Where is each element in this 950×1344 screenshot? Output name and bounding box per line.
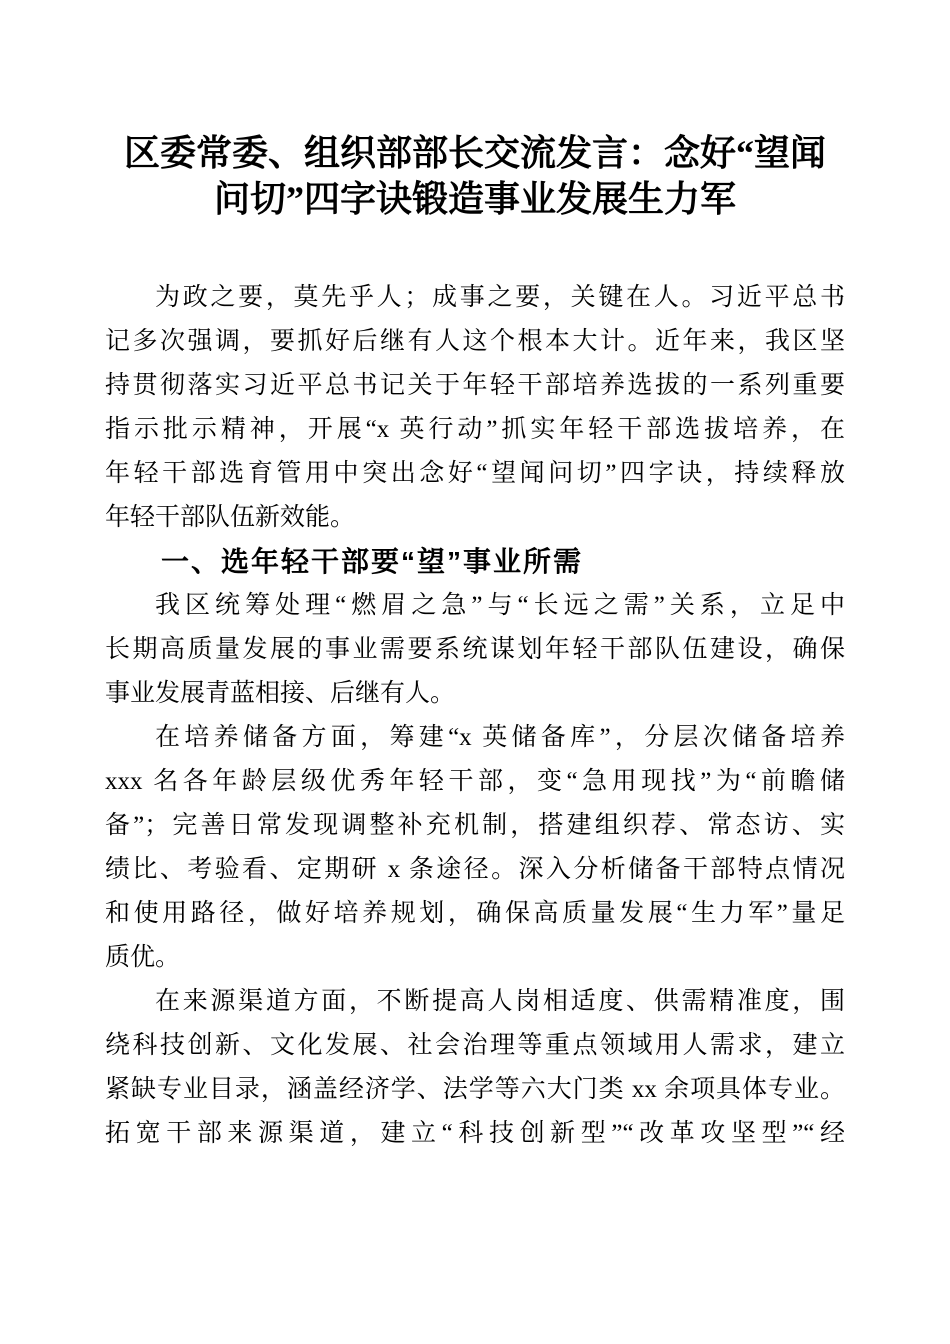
paragraph-line: 长期高质量发展的事业需要系统谋划年轻干部队伍建设，确保 [105,636,845,663]
paragraph-line: 备”；完善日常发现调整补充机制，搭建组织荐、常态访、实 [105,812,845,839]
paragraph-line: 紧缺专业目录，涵盖经济学、法学等六大门类 xx 余项具体专业。 [105,1076,845,1103]
paragraph-line: 我区统筹处理“燃眉之急”与“长远之需”关系，立足中 [155,592,845,619]
paragraph-line: 记多次强调，要抓好后继有人这个根本大计。近年来，我区坚 [105,328,845,355]
paragraph-line: 在培养储备方面，筹建“x 英储备库”，分层次储备培养 [155,724,845,751]
document-content [105,130,845,1156]
paragraph-line: 绩比、考验看、定期研 x 条途径。深入分析储备干部特点情况 [105,856,845,883]
paragraph-line: xxx 名各年龄层级优秀年轻干部，变“急用现找”为“前瞻储 [105,768,845,795]
title-line-1: 区委常委、组织部部长交流发言：念好“望闻 [123,133,826,173]
paragraph-line: 和使用路径，做好培养规划，确保高质量发展“生力军”量足 [105,900,845,927]
paragraph-line: 为政之要，莫先乎人；成事之要，关键在人。习近平总书 [155,284,845,311]
paragraph-line: 年轻干部队伍新效能。 [105,504,356,531]
document-title [105,130,845,222]
section-heading: 一、选年轻干部要“望”事业所需 [161,546,584,577]
paragraph-line: 绕科技创新、文化发展、社会治理等重点领域用人需求，建立 [105,1032,845,1059]
paragraph-line: 在来源渠道方面，不断提高人岗相适度、供需精准度，围 [155,988,845,1015]
paragraph-line: 拓宽干部来源渠道，建立“科技创新型”“改革攻坚型”“经 [105,1120,845,1147]
paragraph-line: 事业发展青蓝相接、后继有人。 [105,680,456,707]
paragraph-line: 质优。 [105,944,181,971]
title-line-2: 问切”四字诀锻造事业发展生力军 [213,179,736,219]
paragraph-line: 年轻干部选育管用中突出念好“望闻问切”四字诀，持续释放 [105,460,845,487]
paragraph-line: 指示批示精神，开展“x 英行动”抓实年轻干部选拔培养，在 [105,416,845,443]
paragraph-line: 持贯彻落实习近平总书记关于年轻干部培养选拔的一系列重要 [105,372,845,399]
document-body [105,276,845,1156]
